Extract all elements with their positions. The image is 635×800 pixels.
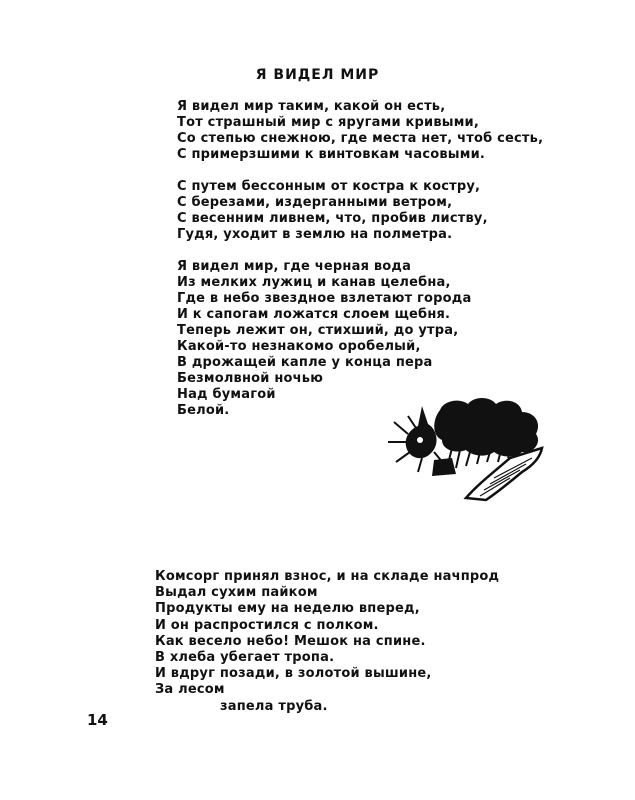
- verse-line: И он распростился с полком.: [155, 617, 379, 633]
- verse-line: Выдал сухим пайком: [155, 585, 318, 601]
- poem-line: Из мелких лужиц и канав целебна,: [177, 275, 451, 290]
- poem-line: Тот страшный мир с яругами кривыми,: [177, 115, 480, 130]
- poem-line: Теперь лежит он, стихший, до утра,: [177, 323, 459, 338]
- ink-drop-eye: [417, 437, 423, 443]
- poem-line: И к сапогам ложатся слоем щебня.: [177, 307, 451, 322]
- verse-line: Как весело небо! Мешок на спине.: [155, 633, 426, 649]
- ink-cloud: [434, 398, 538, 457]
- poem-line: С примерзшими к винтовкам часовыми.: [177, 147, 486, 162]
- page-number: 14: [87, 711, 108, 729]
- ink-blot-illustration: [382, 392, 550, 506]
- verse-line: Комсорг принял взнос, и на складе начпрод: [155, 569, 500, 584]
- poem-line: Я видел мир, где черная вода: [177, 259, 412, 274]
- poem-line: С путем бессонным от костра к костру,: [177, 179, 481, 194]
- verse-line-indented: запела труба.: [220, 698, 328, 714]
- poem-title: Я ВИДЕЛ МИР: [255, 67, 380, 83]
- verse-line: И вдруг позади, в золотой вышине,: [155, 666, 432, 682]
- poem-line: В дрожащей капле у конца пера: [177, 355, 433, 370]
- verse-line: За лесом: [155, 682, 225, 698]
- poem-line: Какой-то незнакомо оробелый,: [177, 339, 421, 354]
- stanza-1: [177, 99, 543, 163]
- poem-line: Где в небо звездное взлетают города: [177, 291, 472, 306]
- verse-line: Продукты ему на неделю вперед,: [155, 601, 420, 617]
- verse-line: В хлеба убегает тропа.: [155, 650, 335, 666]
- poem-line: Гудя, уходит в землю на полметра.: [177, 227, 453, 242]
- ink-drop: [406, 406, 437, 458]
- poem-body: [177, 99, 543, 435]
- poem-line: Над бумагой: [177, 387, 276, 402]
- poem-line: С весенним ливнем, что, пробив листву,: [177, 211, 488, 226]
- poem-line: Со степью снежною, где места нет, чтоб сесть,: [177, 131, 544, 146]
- stanza-2: [177, 179, 543, 243]
- verse-2: [155, 569, 499, 715]
- poem-line: С березами, издерганными ветром,: [177, 195, 453, 210]
- ink-pot: [432, 458, 456, 476]
- poem-line: Белой.: [177, 403, 230, 418]
- poem-line: Я видел мир таким, какой он есть,: [177, 99, 446, 114]
- poem-line: Безмолвной ночью: [177, 371, 324, 386]
